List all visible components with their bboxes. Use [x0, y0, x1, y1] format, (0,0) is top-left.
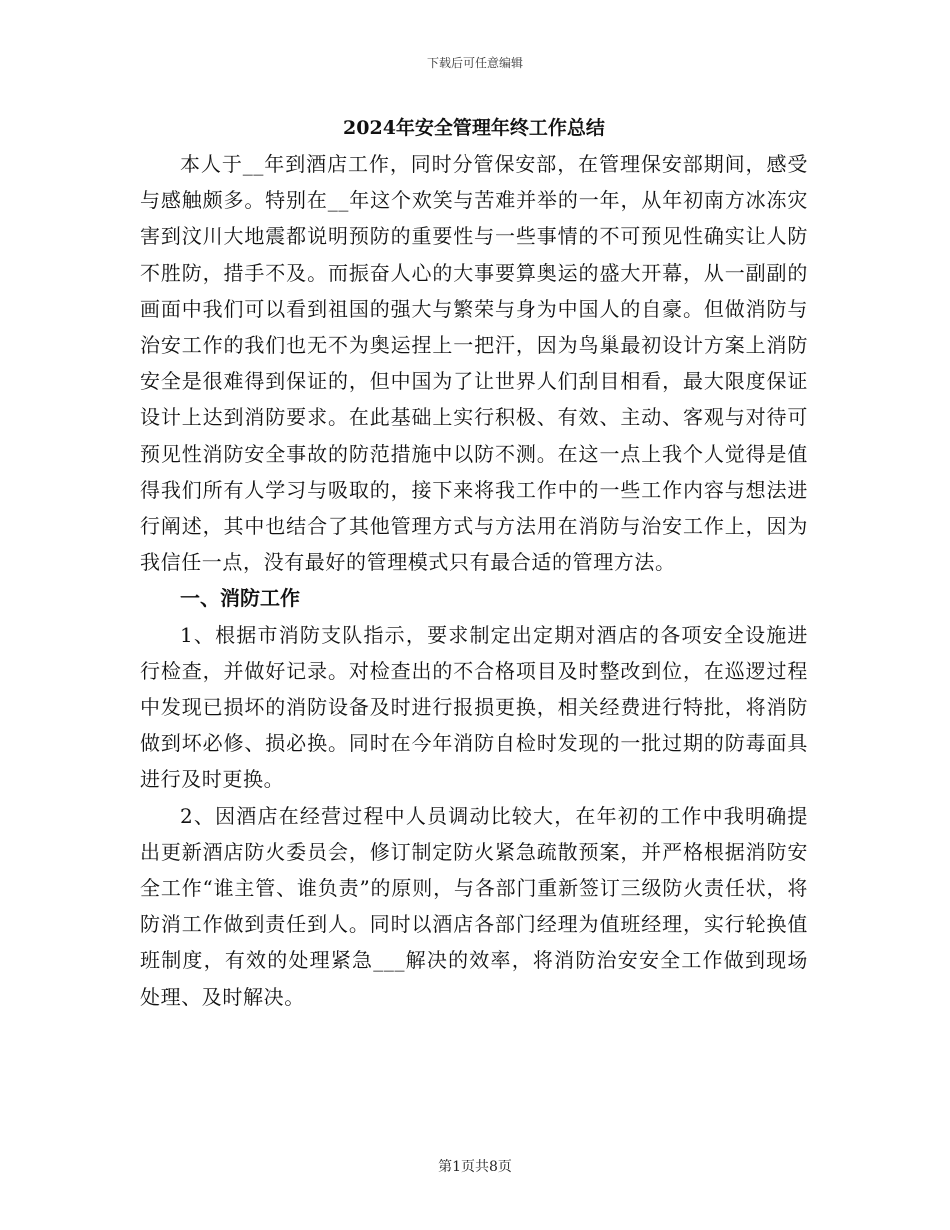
paragraph-item-1: 1、根据市消防支队指示，要求制定出定期对酒店的各项安全设施进行检查，并做好记录。对检查出的不合格项目及时整改到位，在巡逻过程中发现已损坏的消防设备及时进行报损更换，相关经费进行特批，将消防做到坏必修、损必换。同时在今年消防自检时发现的一批过期的防毒面具进行及时更换。: [140, 622, 808, 792]
header-note: 下载后可任意编辑: [426, 56, 523, 70]
page-footer: 第1页共8页: [438, 1159, 512, 1175]
intro-paragraph: 本人于__年到酒店工作，同时分管保安部，在管理保安部期间，感受与感触颇多。特别在__年这个欢笑与苦难并举的一年，从年初南方冰冻灾害到汶川大地震都说明预防的重要性与一些事情的不可预见性确实让人防不胜防，措手不及。而振奋人心的大事要算奥运的盛大开幕，从一副副的画面中我们可以看到祖国的强大与繁荣与身为中国人的自豪。但做消防与治安工作的我们也无不为奥运捏上一把汗，因为鸟巢最初设计方案上消防安全是很难得到保证的，但中国为了让世界人们刮目相看，最大限度保证设计上达到消防要求。在此基础上实行积极、有效、主动、客观与对待可预见性消防安全事故的防范措施中以防不测。在这一点上我个人觉得是值得我们所有人学习与吸取的，接下来将我工作中的一些工作内容与想法进行阐述，其中也结合了其他管理方式与方法用在消防与治安工作上，因为我信任一点，没有最好的管理模式只有最合适的管理方法。: [140, 152, 808, 575]
document-body: [140, 112, 808, 1015]
section-heading-fire-work: 一、消防工作: [180, 586, 300, 611]
document-title: 2024年安全管理年终工作总结: [343, 117, 605, 139]
paragraph-item-2: 2、因酒店在经营过程中人员调动比较大，在年初的工作中我明确提出更新酒店防火委员会，修订制定防火紧急疏散预案，并严格根据消防安全工作“谁主管、谁负责”的原则，与各部门重新签订三级防火责任状，将防消工作做到责任到人。同时以酒店各部门经理为值班经理，实行轮换值班制度，有效的处理紧急___解决的效率，将消防治安安全工作做到现场处理、及时解决。: [140, 803, 808, 1009]
